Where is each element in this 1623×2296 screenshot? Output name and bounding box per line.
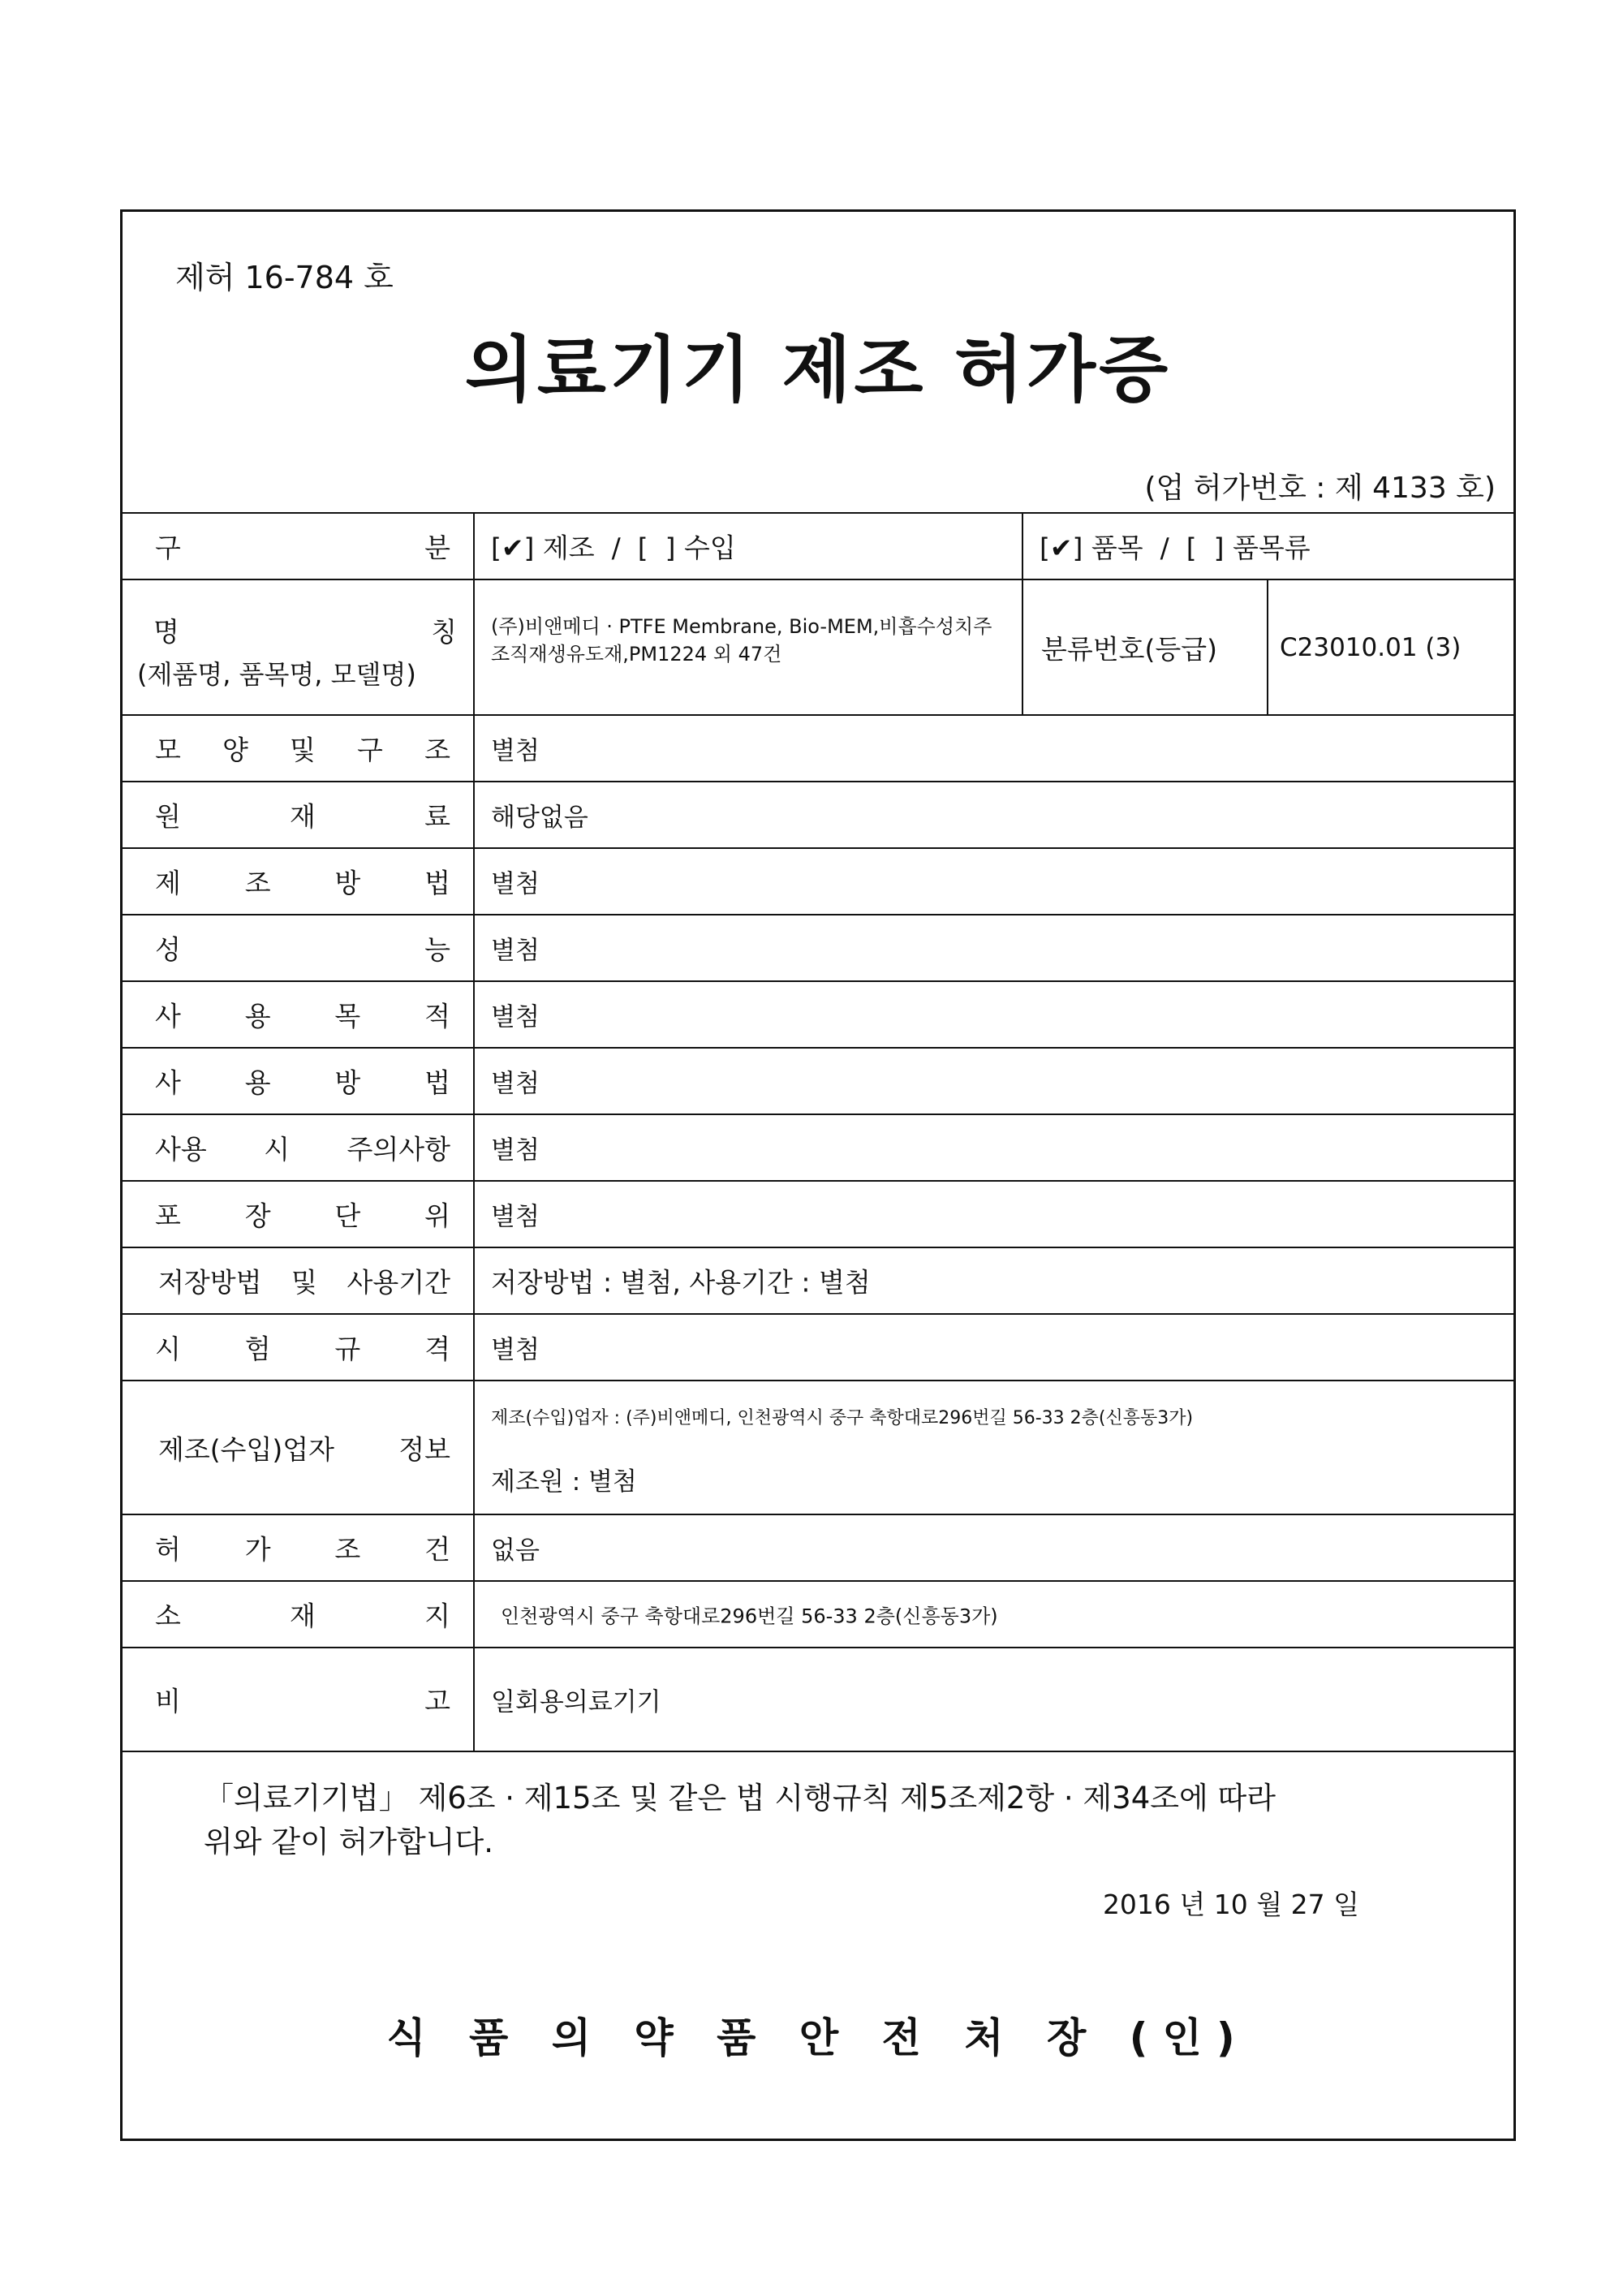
manufacturer-value: 제조(수입)업자 : (주)비앤메디, 인천광역시 중구 축항대로296번길 56-33 2층(신흥동3가) — [491, 1408, 1194, 1428]
method-value: 별첨 — [491, 869, 540, 899]
condition-value: 없음 — [491, 1536, 540, 1566]
document-number: 제허 16-784 호 — [175, 260, 394, 295]
row-purpose — [123, 980, 1513, 1047]
condition-label: 허 가 조 건 — [155, 1533, 450, 1566]
performance-value: 별첨 — [491, 936, 540, 966]
address-value: 인천광역시 중구 축항대로296번길 56-33 2층(신흥동3가) — [501, 1605, 998, 1628]
row-storage — [123, 1247, 1513, 1313]
certificate — [120, 209, 1516, 2141]
remarks-label: 비 고 — [155, 1685, 450, 1717]
purpose-value: 별첨 — [491, 1002, 540, 1032]
class-label: 분류번호(등급) — [1041, 633, 1218, 665]
caution-label: 사용 시 주의사항 — [155, 1133, 450, 1165]
test-value: 별첨 — [491, 1335, 540, 1365]
item-checkbox: [✔] 품목 / [ ] 품목류 — [1040, 532, 1311, 564]
category-label: 구 분 — [123, 514, 475, 579]
row-material — [123, 781, 1513, 847]
package-value: 별첨 — [491, 1202, 540, 1232]
row-test — [123, 1313, 1513, 1380]
row-caution — [123, 1114, 1513, 1180]
row-package — [123, 1180, 1513, 1247]
storage-label: 저장방법 및 사용기간 — [158, 1266, 450, 1299]
origin-value: 제조원 : 별첨 — [491, 1467, 637, 1497]
row-usage — [123, 1047, 1513, 1114]
row-remarks — [123, 1647, 1513, 1752]
shape-label: 모 양 및 구 조 — [155, 734, 450, 766]
performance-label: 성 능 — [155, 933, 450, 966]
row-condition — [123, 1514, 1513, 1580]
class-label-cell — [1022, 580, 1267, 714]
row-method — [123, 847, 1513, 914]
name-value: (주)비앤메디 · PTFE Membrane, Bio-MEM,비흡수성치주 조직재생유도재,PM1224 외 47건 — [491, 615, 992, 666]
package-label: 포 장 단 위 — [155, 1200, 450, 1232]
remarks-value: 일회용의료기기 — [491, 1687, 661, 1717]
address-label: 소 재 지 — [155, 1600, 450, 1632]
row-category — [123, 512, 1513, 579]
page-title: 의료기기 제조 허가증 — [464, 328, 1172, 411]
name-label: 명 칭 (제품명, 품목명, 모델명) — [123, 580, 475, 714]
material-value: 해당없음 — [491, 803, 588, 833]
row-manufacturer — [123, 1380, 1513, 1514]
legal-statement: 「의료기기법」 제6조 · 제15조 및 같은 법 시행규칙 제5조제2항 · 제34조에 따라 위와 같이 허가합니다. — [204, 1781, 1276, 1859]
manufacturer-label: 제조(수입)업자 정보 — [158, 1433, 450, 1465]
manufacture-import-checkbox: [✔] 제조 / [ ] 수입 — [491, 532, 736, 564]
row-shape — [123, 714, 1513, 781]
method-label: 제 조 방 법 — [155, 867, 450, 899]
usage-label: 사 용 방 법 — [155, 1066, 450, 1099]
storage-value: 저장방법 : 별첨, 사용기간 : 별첨 — [491, 1266, 871, 1299]
row-address — [123, 1580, 1513, 1647]
class-value: C23010.01 (3) — [1280, 632, 1462, 662]
test-label: 시 험 규 격 — [155, 1333, 450, 1365]
caution-value: 별첨 — [491, 1135, 540, 1165]
business-license-number: (업 허가번호 : 제 4133 호) — [1144, 472, 1496, 505]
row-performance — [123, 914, 1513, 980]
row-name — [123, 579, 1513, 714]
material-label: 원 재 료 — [155, 800, 450, 833]
usage-value: 별첨 — [491, 1069, 540, 1099]
purpose-label: 사 용 목 적 — [155, 1000, 450, 1032]
issue-date: 2016 년 10 월 27 일 — [1102, 1889, 1359, 1920]
issuing-agency: 식 품 의 약 품 안 전 처 장 (인) — [386, 2014, 1250, 2061]
shape-value: 별첨 — [491, 736, 540, 766]
